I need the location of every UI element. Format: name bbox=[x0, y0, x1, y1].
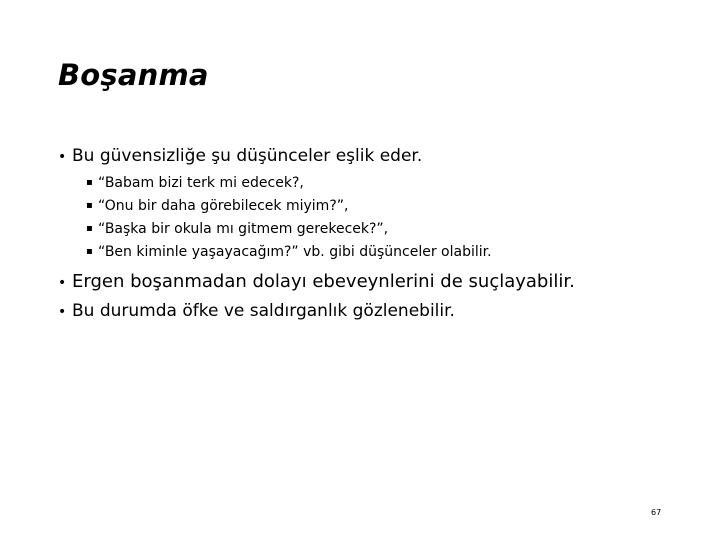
sub-bullet-marker: ▪ bbox=[86, 200, 93, 211]
sub-bullet-text: “Onu bir daha görebilecek miyim?”, bbox=[98, 198, 349, 214]
slide-title: Boşanma bbox=[58, 58, 209, 92]
bullet-text: Bu güvensizliğe şu düşünceler eşlik eder. bbox=[72, 146, 423, 166]
sub-bullet-text: “Başka bir okula mı gitmem gerekecek?”, bbox=[98, 221, 389, 237]
bullet-marker: • bbox=[58, 304, 67, 320]
bullet-text: Ergen boşanmadan dolayı ebeveynlerini de suçlayabilir. bbox=[72, 271, 575, 292]
sub-bullet-text: “Ben kiminle yaşayacağım?” vb. gibi düşünceler olabilir. bbox=[98, 244, 492, 260]
sub-bullet-item bbox=[86, 244, 492, 260]
page-number: 67 bbox=[651, 508, 662, 517]
sub-bullet-item bbox=[86, 221, 388, 237]
bullet-item bbox=[58, 301, 455, 321]
sub-bullet-marker: ▪ bbox=[86, 246, 93, 257]
sub-bullet-item bbox=[86, 175, 304, 191]
bullet-item bbox=[58, 146, 422, 166]
bullet-text: Bu durumda öfke ve saldırganlık gözlenebilir. bbox=[72, 301, 455, 321]
sub-bullet-marker: ▪ bbox=[86, 223, 93, 234]
bullet-marker: • bbox=[58, 275, 67, 291]
bullet-item bbox=[58, 271, 575, 292]
sub-bullet-item bbox=[86, 198, 348, 214]
sub-bullet-text: “Babam bizi terk mi edecek?, bbox=[98, 175, 304, 191]
sub-bullet-marker: ▪ bbox=[86, 177, 93, 188]
bullet-marker: • bbox=[58, 149, 67, 165]
